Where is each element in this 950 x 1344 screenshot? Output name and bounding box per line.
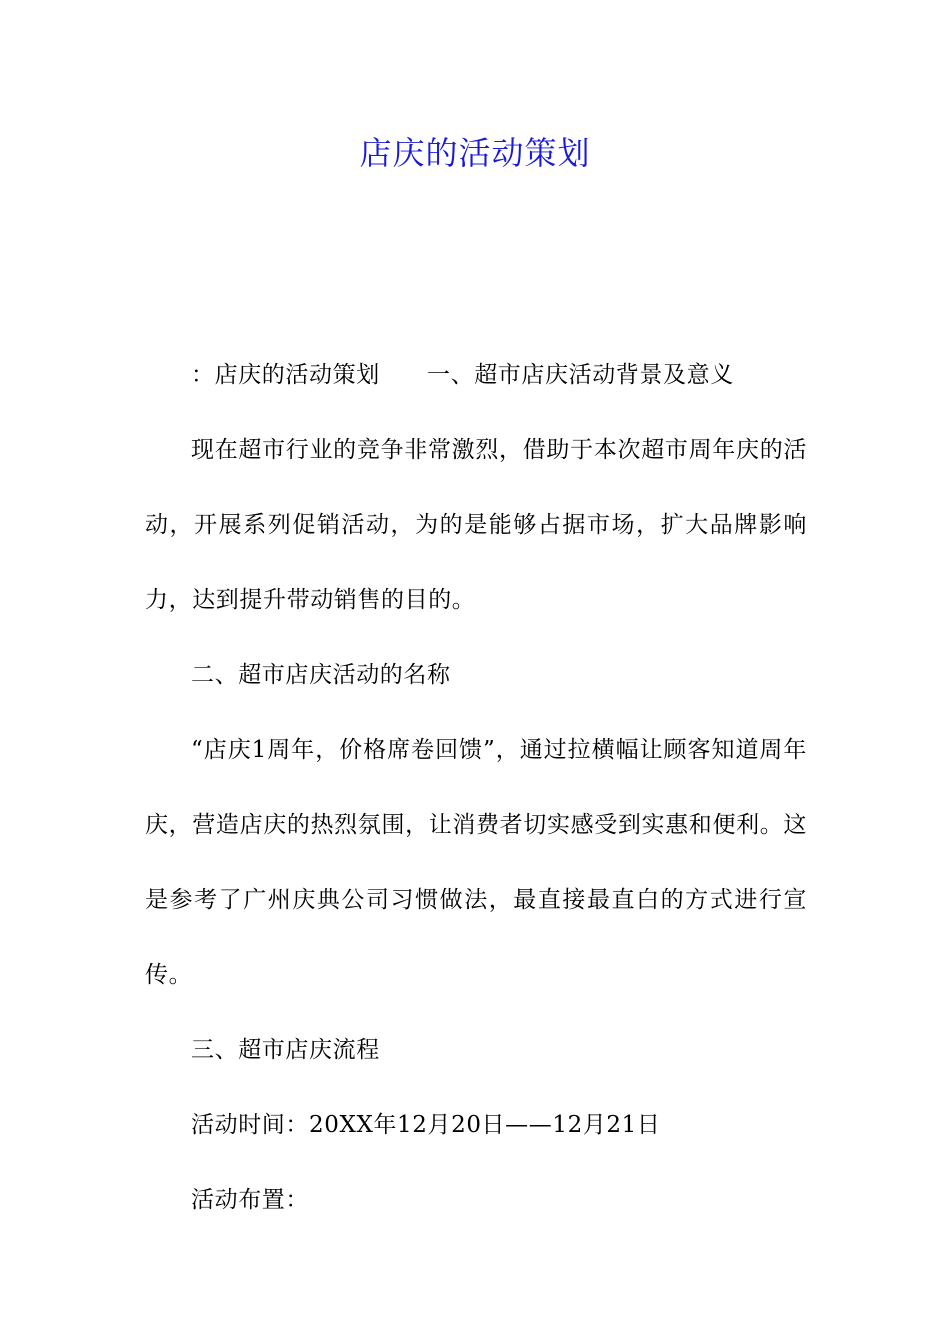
paragraph-intro-heading: ：店庆的活动策划 一、超市店庆活动背景及意义 [191,362,734,388]
paragraph-activity-name: “店庆1周年，价格席卷回馈”，通过拉横幅让顾客知道周年庆，营造店庆的热烈氛围，让消费者切实感受到实惠和便利。这是参考了广州庆典公司习惯做法，最直接最直白的方式进行宣传。 [145,737,807,988]
paragraph-activity-layout: 活动布置： [191,1187,309,1213]
document-title: 店庆的活动策划 [359,134,591,172]
document-body [145,338,807,1238]
paragraph-section-three-heading: 三、超市店庆流程 [191,1037,380,1063]
paragraph-background: 现在超市行业的竞争非常激烈，借助于本次超市周年庆的活动，开展系列促销活动，为的是能够占据市场，扩大品牌影响力，达到提升带动销售的目的。 [145,437,807,613]
paragraph-section-two-heading: 二、超市店庆活动的名称 [191,662,451,688]
paragraph-activity-time: 活动时间：20XX年12月20日——12月21日 [191,1112,661,1138]
